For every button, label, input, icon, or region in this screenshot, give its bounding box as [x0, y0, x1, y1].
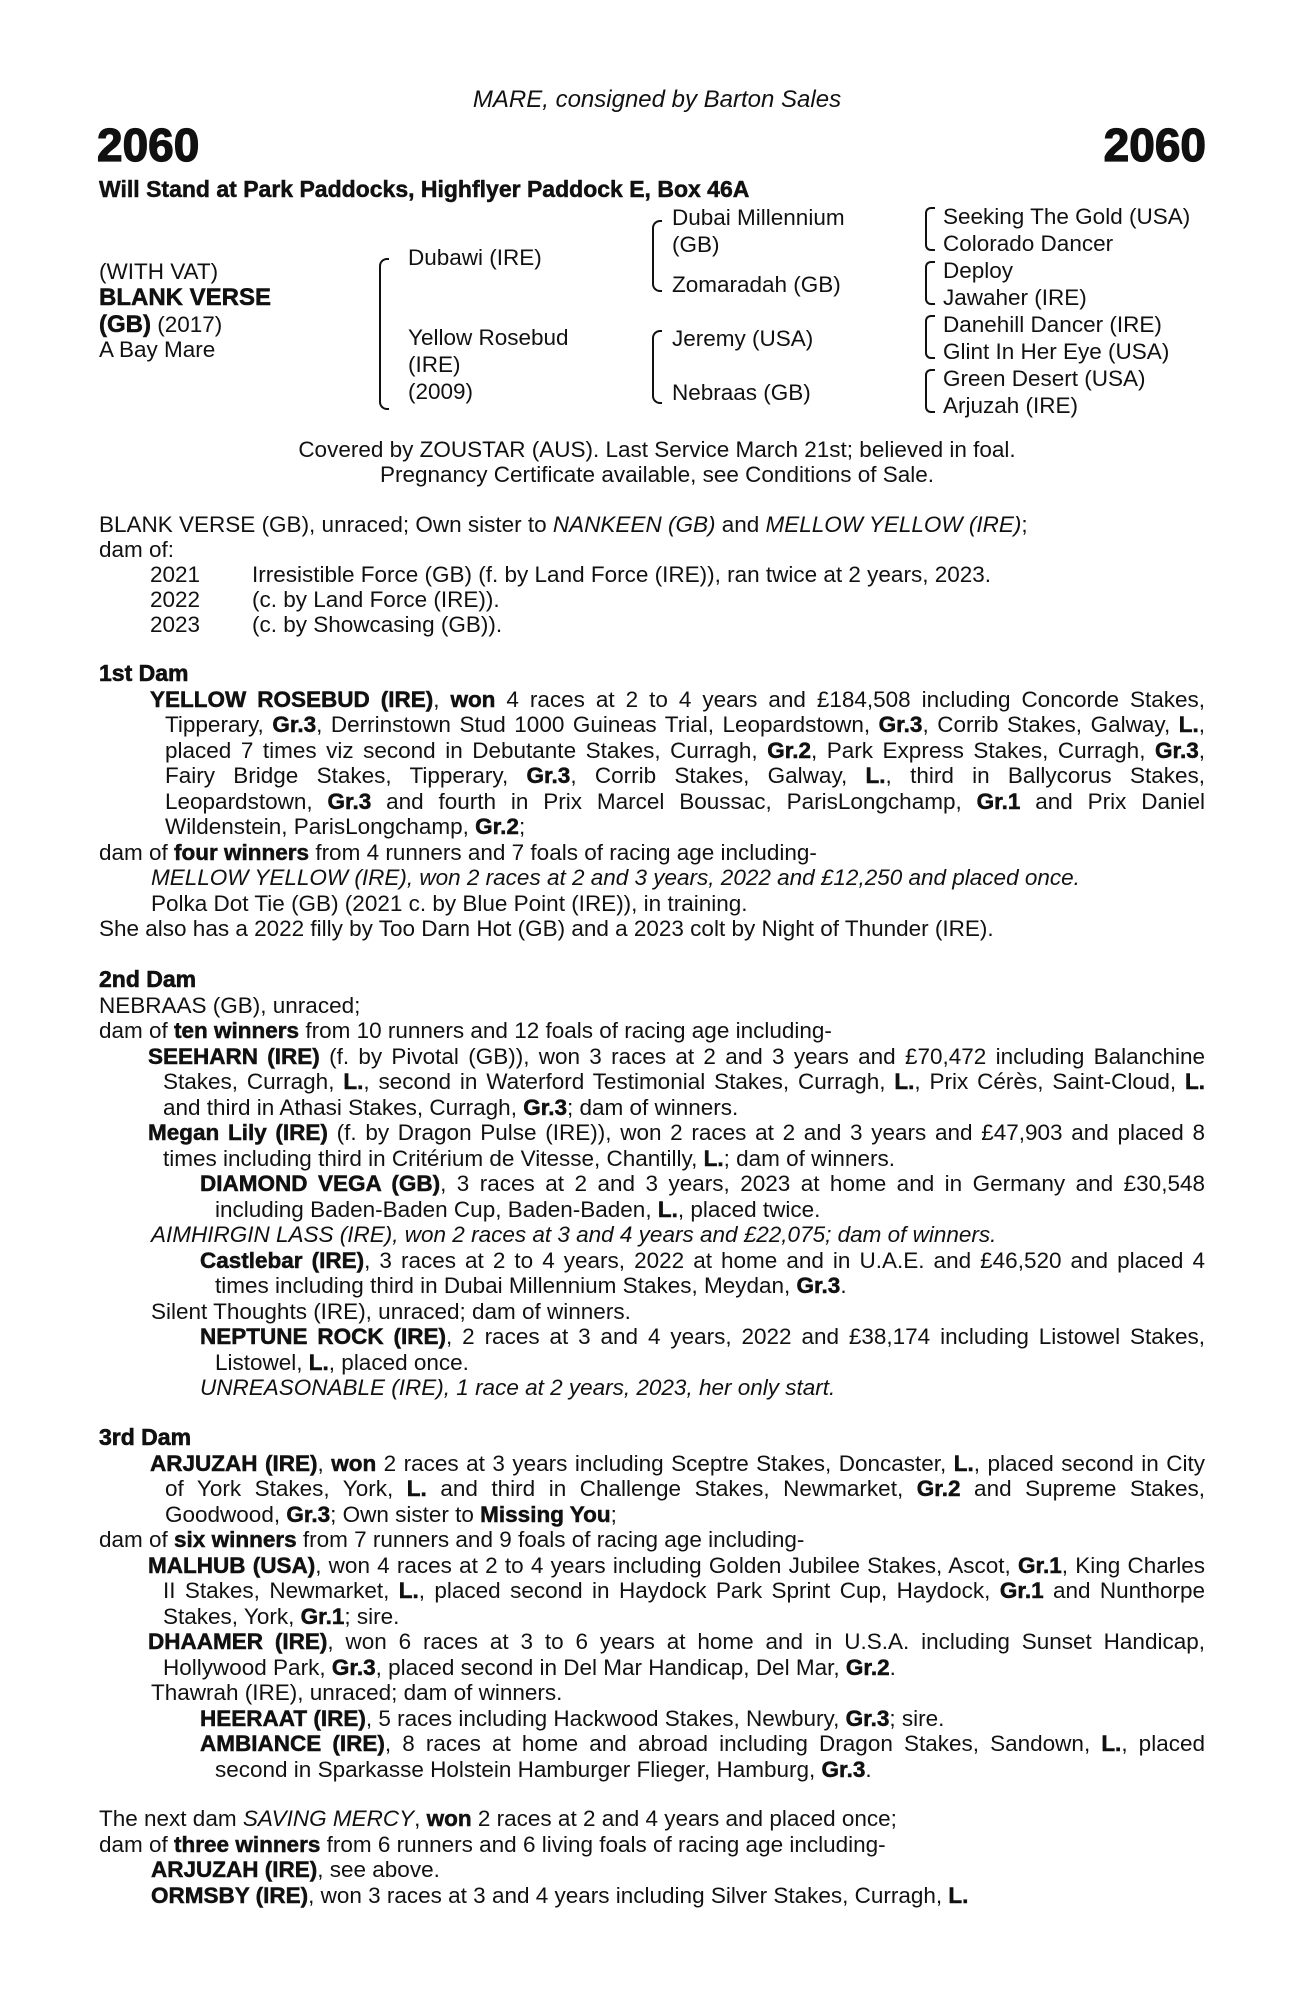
- t: ; sire.: [344, 1603, 400, 1629]
- second-dam-dam-of: [99, 1018, 1205, 1044]
- t: .: [889, 1654, 896, 1680]
- castlebar-entry: [99, 1248, 1205, 1299]
- t: 2 races at 2 and 4 years and placed once;: [471, 1806, 897, 1831]
- t: , 5 races including Hackwood Stakes, Newbury,: [365, 1705, 846, 1731]
- ped-dam-1: Yellow Rosebud: [408, 325, 569, 350]
- malhub-name: MALHUB (USA): [148, 1552, 316, 1578]
- third-dam-won: won: [331, 1450, 377, 1476]
- ped-g4: Jawaher (IRE): [943, 285, 1087, 310]
- t: , 2 races at 3 and 4 years, 2022 and £38,174 including Listowel Stakes, Listowel,: [215, 1324, 1205, 1375]
- rec: and fourth in Prix Marcel Boussac, ParisLongchamp,: [371, 788, 977, 814]
- third-dam-record: ARJUZAH (IRE), won 2 races at 3 years including Sceptre Stakes, Doncaster, L., placed second in City of York Stakes, York, L. and third in Challenge Stakes, Newmarket, Gr.2 and Supreme Stakes, Goodwood, Gr.3; Own sister to Missing You;: [150, 1450, 1205, 1527]
- t: dam of: [99, 1831, 175, 1857]
- produce-text-1: (c. by Land Force (IRE)).: [252, 587, 500, 612]
- t: ; sire.: [889, 1705, 945, 1731]
- covered-line-2: Pregnancy Certificate available, see Conditions of Sale.: [379, 462, 935, 487]
- t: , second in Waterford Testimonial Stakes, Curragh,: [363, 1069, 895, 1094]
- t: .: [865, 1756, 872, 1782]
- horse-description: A Bay Mare: [99, 337, 216, 362]
- produce-intro: [99, 512, 1028, 538]
- produce-intro-e: ;: [1021, 512, 1028, 537]
- megan-name: Megan Lily (IRE): [148, 1120, 328, 1145]
- t: , Prix Cérès, Saint-Cloud,: [914, 1069, 1186, 1094]
- ped-dam-dam: Nebraas (GB): [672, 380, 811, 405]
- t: , 3 races at 2 and 3 years, 2023 at home and in Germany and £30,548 including Baden-Baden Cup, Baden-Baden,: [215, 1171, 1205, 1222]
- missing-you: Missing You: [480, 1501, 611, 1527]
- t: ; dam of winners.: [566, 1094, 739, 1120]
- ped-sire: Dubawi (IRE): [408, 245, 542, 270]
- ped-g3: Deploy: [943, 258, 1014, 283]
- vat-note: (WITH VAT): [99, 259, 219, 284]
- grade: L.: [948, 1882, 969, 1908]
- t: ;: [610, 1501, 617, 1527]
- t: , placed twice.: [677, 1196, 821, 1222]
- rec: 4 races at 2 to 4 years and £184,508 including Concorde Stakes, Tipperary,: [165, 686, 1206, 737]
- t: , placed second in Haydock Park Sprint Cup, Haydock,: [418, 1578, 1000, 1603]
- t: , placed second in City of York Stakes, York,: [165, 1450, 1205, 1501]
- t: , placed second in Del Mar Handicap, Del Mar,: [375, 1654, 846, 1680]
- t: , placed second in Sparkasse Holstein Hamburger Flieger, Hamburg,: [215, 1731, 1205, 1782]
- t: , won 4 races at 2 to 4 years including Golden Jubilee Stakes, Ascot,: [315, 1552, 1018, 1578]
- horse-name: BLANK VERSE: [99, 284, 272, 311]
- second-dam-intro: NEBRAAS (GB), unraced;: [99, 992, 361, 1018]
- t: dam of: [99, 1018, 175, 1043]
- t: ,: [414, 1806, 427, 1831]
- first-dam-dam-of: [99, 840, 1205, 866]
- brace-g12: [925, 207, 935, 251]
- ped-sire-sire-1: Dubai Millennium: [672, 205, 845, 230]
- next-dam-won: won: [426, 1806, 472, 1831]
- third-dam-name: ARJUZAH (IRE): [150, 1450, 318, 1476]
- malhub-entry: [99, 1553, 1205, 1630]
- ormsby-name: ORMSBY (IRE): [151, 1882, 309, 1908]
- brace-g34: [925, 261, 935, 305]
- first-dam-section: [99, 661, 1205, 942]
- t: and Supreme Stakes, Goodwood,: [165, 1476, 1205, 1527]
- grade: Gr.3: [331, 1654, 376, 1680]
- produce-intro-c: and: [715, 512, 766, 537]
- lot-number-left: 2060: [97, 119, 200, 171]
- t: from 10 runners and 12 foals of racing age including-: [299, 1018, 832, 1043]
- ambiance-name: AMBIANCE (IRE): [200, 1731, 385, 1756]
- t: The next dam: [99, 1806, 243, 1831]
- first-dam-winners: four winners: [174, 839, 310, 865]
- silent-entry: Silent Thoughts (IRE), unraced; dam of winners.: [151, 1298, 631, 1324]
- grade: Gr.3: [327, 788, 372, 814]
- produce-text-0: Irresistible Force (GB) (f. by Land Force (IRE)), ran twice at 2 years, 2023.: [252, 562, 991, 587]
- t: (f. by Dragon Pulse (IRE)), won 2 races at 2 and 3 years and £47,903 and placed 8 times including third in Critérium de Vitesse, Chantilly,: [163, 1120, 1206, 1171]
- grade: L.: [657, 1196, 678, 1222]
- seeharn-name: SEEHARN (IRE): [148, 1043, 320, 1069]
- grade: L.: [343, 1069, 364, 1094]
- grade: Gr.1: [1017, 1552, 1062, 1578]
- second-dam-heading: 2nd Dam: [99, 966, 197, 992]
- produce-text-2: (c. by Showcasing (GB)).: [252, 612, 503, 637]
- produce-year-0: 2021: [150, 562, 201, 587]
- arjuzah-entry: [99, 1857, 1205, 1883]
- grade: Gr.1: [976, 788, 1021, 814]
- t: .: [840, 1273, 847, 1298]
- t: , 8 races at home and abroad including Dragon Stakes, Sandown,: [384, 1731, 1102, 1756]
- next-dam-winners: three winners: [174, 1831, 321, 1857]
- t: , King Charles II Stakes, Newmarket,: [163, 1552, 1205, 1603]
- grade: L.: [406, 1476, 427, 1501]
- grade: L.: [1185, 1069, 1206, 1094]
- thawrah-entry: Thawrah (IRE), unraced; dam of winners.: [151, 1680, 563, 1705]
- grade: L.: [398, 1578, 419, 1603]
- ped-g5: Danehill Dancer (IRE): [943, 312, 1162, 337]
- grade: L.: [1101, 1731, 1122, 1756]
- dhaamer-entry: [99, 1629, 1205, 1680]
- t: from 6 runners and 6 living foals of racing age including-: [320, 1831, 886, 1857]
- first-dam-name: YELLOW ROSEBUD (IRE): [150, 686, 434, 712]
- consignor: MARE, consigned by Barton Sales: [472, 86, 842, 113]
- ped-dam-3: (2009): [408, 379, 474, 404]
- grade: Gr.2: [916, 1476, 961, 1501]
- t: , 3 races at 2 to 4 years, 2022 at home and in U.A.E. and £46,520 and placed 4 times including third in Dubai Millennium Stakes, Meydan,: [215, 1247, 1205, 1298]
- rec: , Fairy Bridge Stakes, Tipperary,: [165, 737, 1206, 788]
- first-dam-progeny-1: MELLOW YELLOW (IRE), won 2 races at 2 and 3 years, 2022 and £12,250 and placed once.: [151, 865, 1080, 890]
- castlebar-name: Castlebar (IRE): [200, 1247, 365, 1273]
- first-dam-won: won: [450, 686, 496, 712]
- diamond-entry: [99, 1171, 1205, 1222]
- t: and third in Challenge Stakes, Newmarket,: [426, 1476, 917, 1501]
- seeharn-entry: [99, 1044, 1205, 1121]
- next-dam-section: [99, 1806, 1205, 1908]
- t: ; Own sister to: [330, 1501, 481, 1527]
- next-dam-intro: [99, 1806, 1205, 1832]
- unreasonable-entry: UNREASONABLE (IRE), 1 race at 2 years, 2023, her only start.: [200, 1375, 836, 1400]
- grade: Gr.3: [796, 1273, 841, 1298]
- t: from 7 runners and 9 foals of racing age including-: [296, 1527, 805, 1552]
- grade: Gr.3: [526, 763, 571, 788]
- t: 2 races at 3 years including Sceptre Stakes, Doncaster,: [376, 1450, 954, 1476]
- rec: and Prix Daniel Wildenstein, ParisLongchamp,: [165, 788, 1205, 839]
- produce-year-2: 2023: [150, 612, 201, 637]
- first-dam-record: YELLOW ROSEBUD (IRE), won 4 races at 2 to 4 years and £184,508 including Concorde Stakes, Tipperary, Gr.3, Derrinstown Stud 1000 Guineas Trial, Leopardstown, Gr.3, Corrib Stakes, Galway, L., placed 7 times viz second in Debutante Stakes, Curragh, Gr.2, Park Express Stakes, Curragh, Gr.3, Fairy Bridge Stakes, Tipperary, Gr.3, Corrib Stakes, Galway, L., third in Ballycorus Stakes, Leopardstown, Gr.3 and fourth in Prix Marcel Boussac, ParisLongchamp, Gr.1 and Prix Daniel Wildenstein, ParisLongchamp, Gr.2;: [150, 686, 1206, 839]
- ped-g7: Green Desert (USA): [943, 366, 1146, 391]
- produce-year-1: 2022: [150, 587, 201, 612]
- t: ; dam of winners.: [723, 1145, 895, 1171]
- produce-intro-d: MELLOW YELLOW (IRE): [765, 512, 1022, 537]
- t: , see above.: [317, 1857, 440, 1882]
- grade: L.: [1178, 712, 1199, 737]
- rec: , third in Ballycorus Stakes, Leopardstown,: [165, 763, 1205, 814]
- grade: Gr.3: [821, 1756, 866, 1782]
- rec: , Corrib Stakes, Galway,: [570, 763, 866, 788]
- grade: L.: [894, 1069, 915, 1094]
- second-dam-winners: ten winners: [174, 1018, 300, 1043]
- brace-sire: [652, 220, 662, 292]
- brace-dam: [652, 330, 662, 404]
- t: , won 3 races at 3 and 4 years including Silver Stakes, Curragh,: [308, 1882, 949, 1908]
- third-dam-dam-of: [99, 1527, 1205, 1553]
- first-dam-note: She also has a 2022 filly by Too Darn Hot (GB) and a 2023 colt by Night of Thunder (IRE).: [99, 916, 994, 941]
- third-dam-section: [99, 1425, 1205, 1782]
- neptune-name: NEPTUNE ROCK (IRE): [200, 1324, 447, 1349]
- grade: Gr.2: [475, 814, 519, 839]
- ped-sire-sire-2: (GB): [672, 232, 720, 257]
- horse-country-year: [99, 311, 222, 339]
- t: dam of: [99, 839, 175, 865]
- ped-sire-dam: Zomaradah (GB): [672, 272, 841, 297]
- grade: Gr.3: [272, 712, 317, 737]
- ped-g8: Arjuzah (IRE): [943, 393, 1079, 418]
- rec: , Corrib Stakes, Galway,: [922, 712, 1179, 737]
- grade: Gr.3: [523, 1094, 567, 1120]
- next-dam-dam-of: [99, 1832, 1205, 1858]
- grade: L.: [703, 1145, 724, 1171]
- grade: Gr.3: [878, 712, 923, 737]
- horse-country: (GB): [99, 311, 151, 338]
- brace-g78: [925, 369, 935, 413]
- t: , won 6 races at 3 to 6 years at home and in U.S.A. including Sunset Handicap, Hollywood Park,: [163, 1629, 1205, 1680]
- heeraat-name: HEERAAT (IRE): [200, 1705, 366, 1731]
- rec: , placed 7 times viz second in Debutante Stakes, Curragh,: [165, 712, 1205, 763]
- t: , placed once.: [328, 1349, 469, 1375]
- dhaamer-name: DHAAMER (IRE): [148, 1629, 328, 1654]
- produce-dam-of: dam of:: [99, 537, 175, 562]
- t: and Nunthorpe Stakes, York,: [163, 1578, 1205, 1629]
- ped-dam-sire: Jeremy (USA): [672, 326, 814, 351]
- grade: Gr.3: [286, 1501, 331, 1527]
- produce-intro-a: BLANK VERSE (GB), unraced; Own sister to: [99, 512, 553, 537]
- ped-g6: Glint In Her Eye (USA): [943, 339, 1170, 364]
- grade: L.: [308, 1349, 329, 1375]
- brace-main: [379, 258, 389, 410]
- grade: Gr.3: [1154, 737, 1199, 763]
- covered-line-1: Covered by ZOUSTAR (AUS). Last Service March 21st; believed in foal.: [298, 437, 1016, 462]
- first-dam-progeny-2: Polka Dot Tie (GB) (2021 c. by Blue Point (IRE)), in training.: [151, 890, 748, 916]
- second-dam-section: [99, 967, 1205, 1401]
- rec: , Park Express Stakes, Curragh,: [811, 737, 1155, 763]
- stand-location: Will Stand at Park Paddocks, Highflyer Paddock E, Box 46A: [99, 176, 750, 202]
- brace-g56: [925, 315, 935, 359]
- ped-g1: Seeking The Gold (USA): [943, 204, 1191, 229]
- ped-dam-2: (IRE): [408, 352, 461, 377]
- t: dam of: [99, 1527, 175, 1552]
- grade: Gr.1: [300, 1603, 345, 1629]
- ormsby-entry: [99, 1883, 1205, 1909]
- diamond-name: DIAMOND VEGA (GB): [200, 1171, 441, 1196]
- grade: L.: [865, 763, 886, 788]
- arjuzah-name: ARJUZAH (IRE): [151, 1857, 318, 1882]
- first-dam-heading: 1st Dam: [99, 660, 189, 686]
- megan-entry: [99, 1120, 1205, 1171]
- lot-number-right: 2060: [1103, 119, 1206, 171]
- rec: , Derrinstown Stud 1000 Guineas Trial, Leopardstown,: [316, 712, 879, 737]
- grade: Gr.2: [767, 737, 811, 763]
- t: and third in Athasi Stakes, Curragh,: [163, 1094, 524, 1120]
- rec: ;: [518, 814, 526, 839]
- heeraat-entry: [99, 1706, 1205, 1732]
- grade: L.: [953, 1450, 974, 1476]
- grade: Gr.2: [845, 1654, 890, 1680]
- ped-g2: Colorado Dancer: [943, 231, 1114, 256]
- third-dam-heading: 3rd Dam: [99, 1424, 192, 1450]
- horse-year: (2017): [157, 312, 223, 337]
- ambiance-entry: [99, 1731, 1205, 1782]
- aimhirgin-entry: AIMHIRGIN LASS (IRE), won 2 races at 3 and 4 years and £22,075; dam of winners.: [151, 1222, 997, 1247]
- grade: Gr.3: [845, 1705, 890, 1731]
- produce-intro-b: NANKEEN (GB): [552, 512, 716, 537]
- next-dam-name: SAVING MERCY: [242, 1806, 415, 1831]
- t: (f. by Pivotal (GB)), won 3 races at 2 and 3 years and £70,472 including Balanchine Stakes, Curragh,: [163, 1043, 1205, 1094]
- grade: Gr.1: [999, 1578, 1044, 1603]
- third-dam-winners: six winners: [174, 1527, 297, 1552]
- neptune-entry: [99, 1324, 1205, 1375]
- t: from 4 runners and 7 foals of racing age including-: [309, 839, 817, 865]
